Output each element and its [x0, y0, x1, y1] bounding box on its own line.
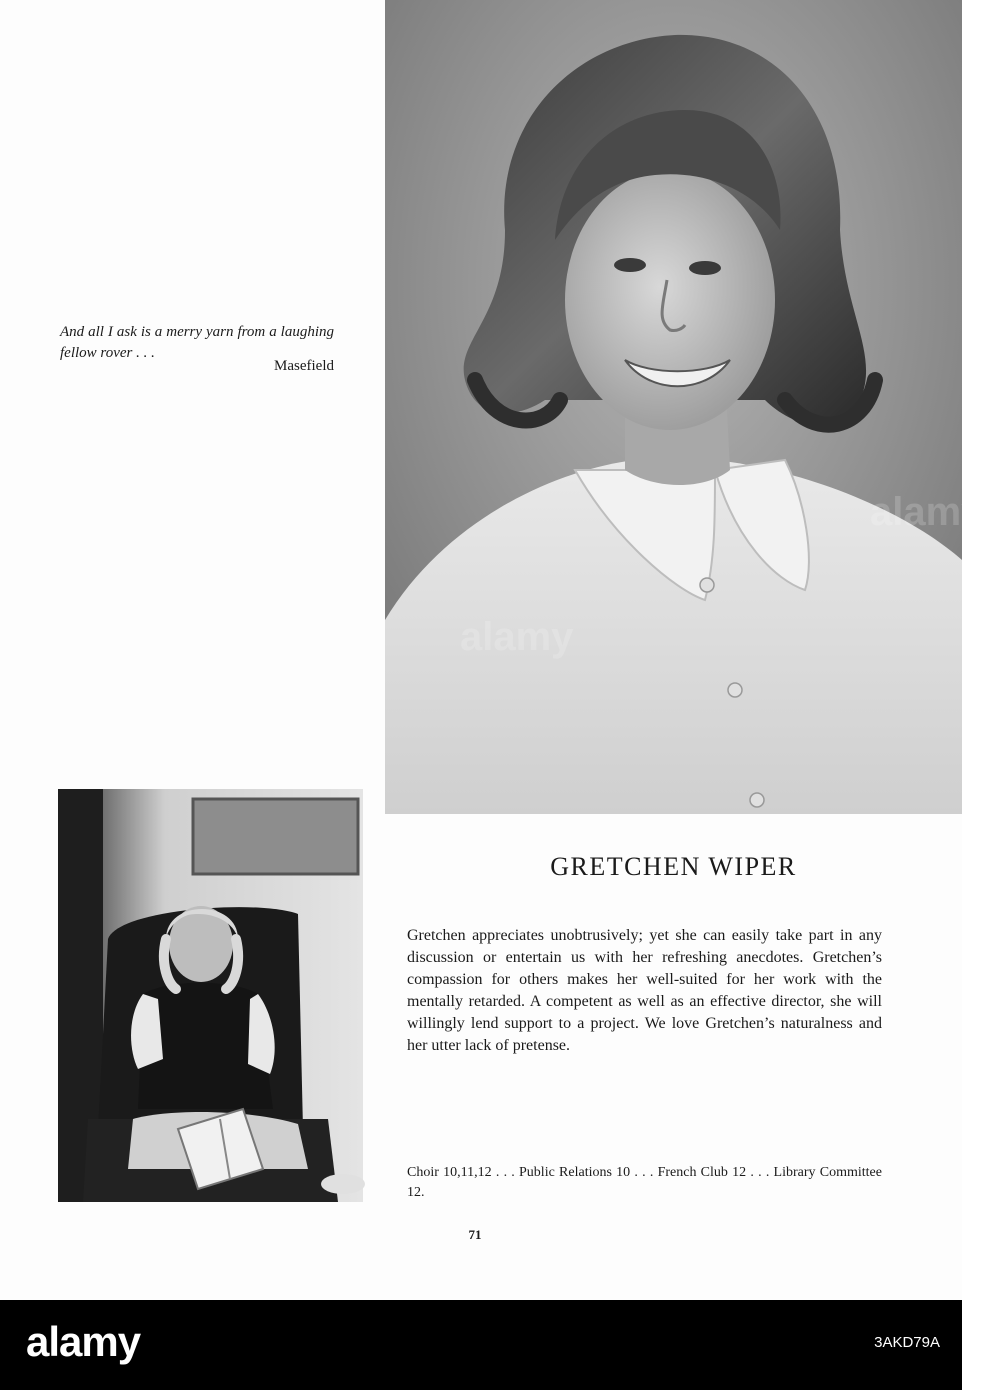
stock-image-id: 3AKD79A: [874, 1334, 940, 1351]
quote-author: Masefield: [274, 358, 334, 374]
portrait-photo: [385, 0, 962, 814]
student-activities: Choir 10,11,12 . . . Public Relations 10 . . . French Club 12 . . . Library Committee 12.: [407, 1165, 882, 1200]
candid-photo-image: [58, 789, 363, 1202]
quote-text: And all I ask is a merry yarn from a laughing fellow rover . . .: [60, 324, 334, 361]
alamy-logo: alamy: [26, 1318, 141, 1365]
student-bio: Gretchen appreciates unobtrusively; yet she can easily take part in any discussion or entertain us with her refreshing anecdotes. Gretchen’s compassion for others makes her well-suited for her work with the mentally retarded. A competent as well as an effective director, she will willingly lend support to a project. We love Gretchen’s naturalness and her utter lack of pretense.: [407, 927, 882, 1054]
candid-photo: [58, 789, 363, 1202]
student-name: GRETCHEN WIPER: [550, 852, 797, 881]
page-number: 71: [468, 1227, 482, 1242]
portrait-photo-image: [385, 0, 962, 814]
stock-footer-bar: [0, 1300, 962, 1390]
